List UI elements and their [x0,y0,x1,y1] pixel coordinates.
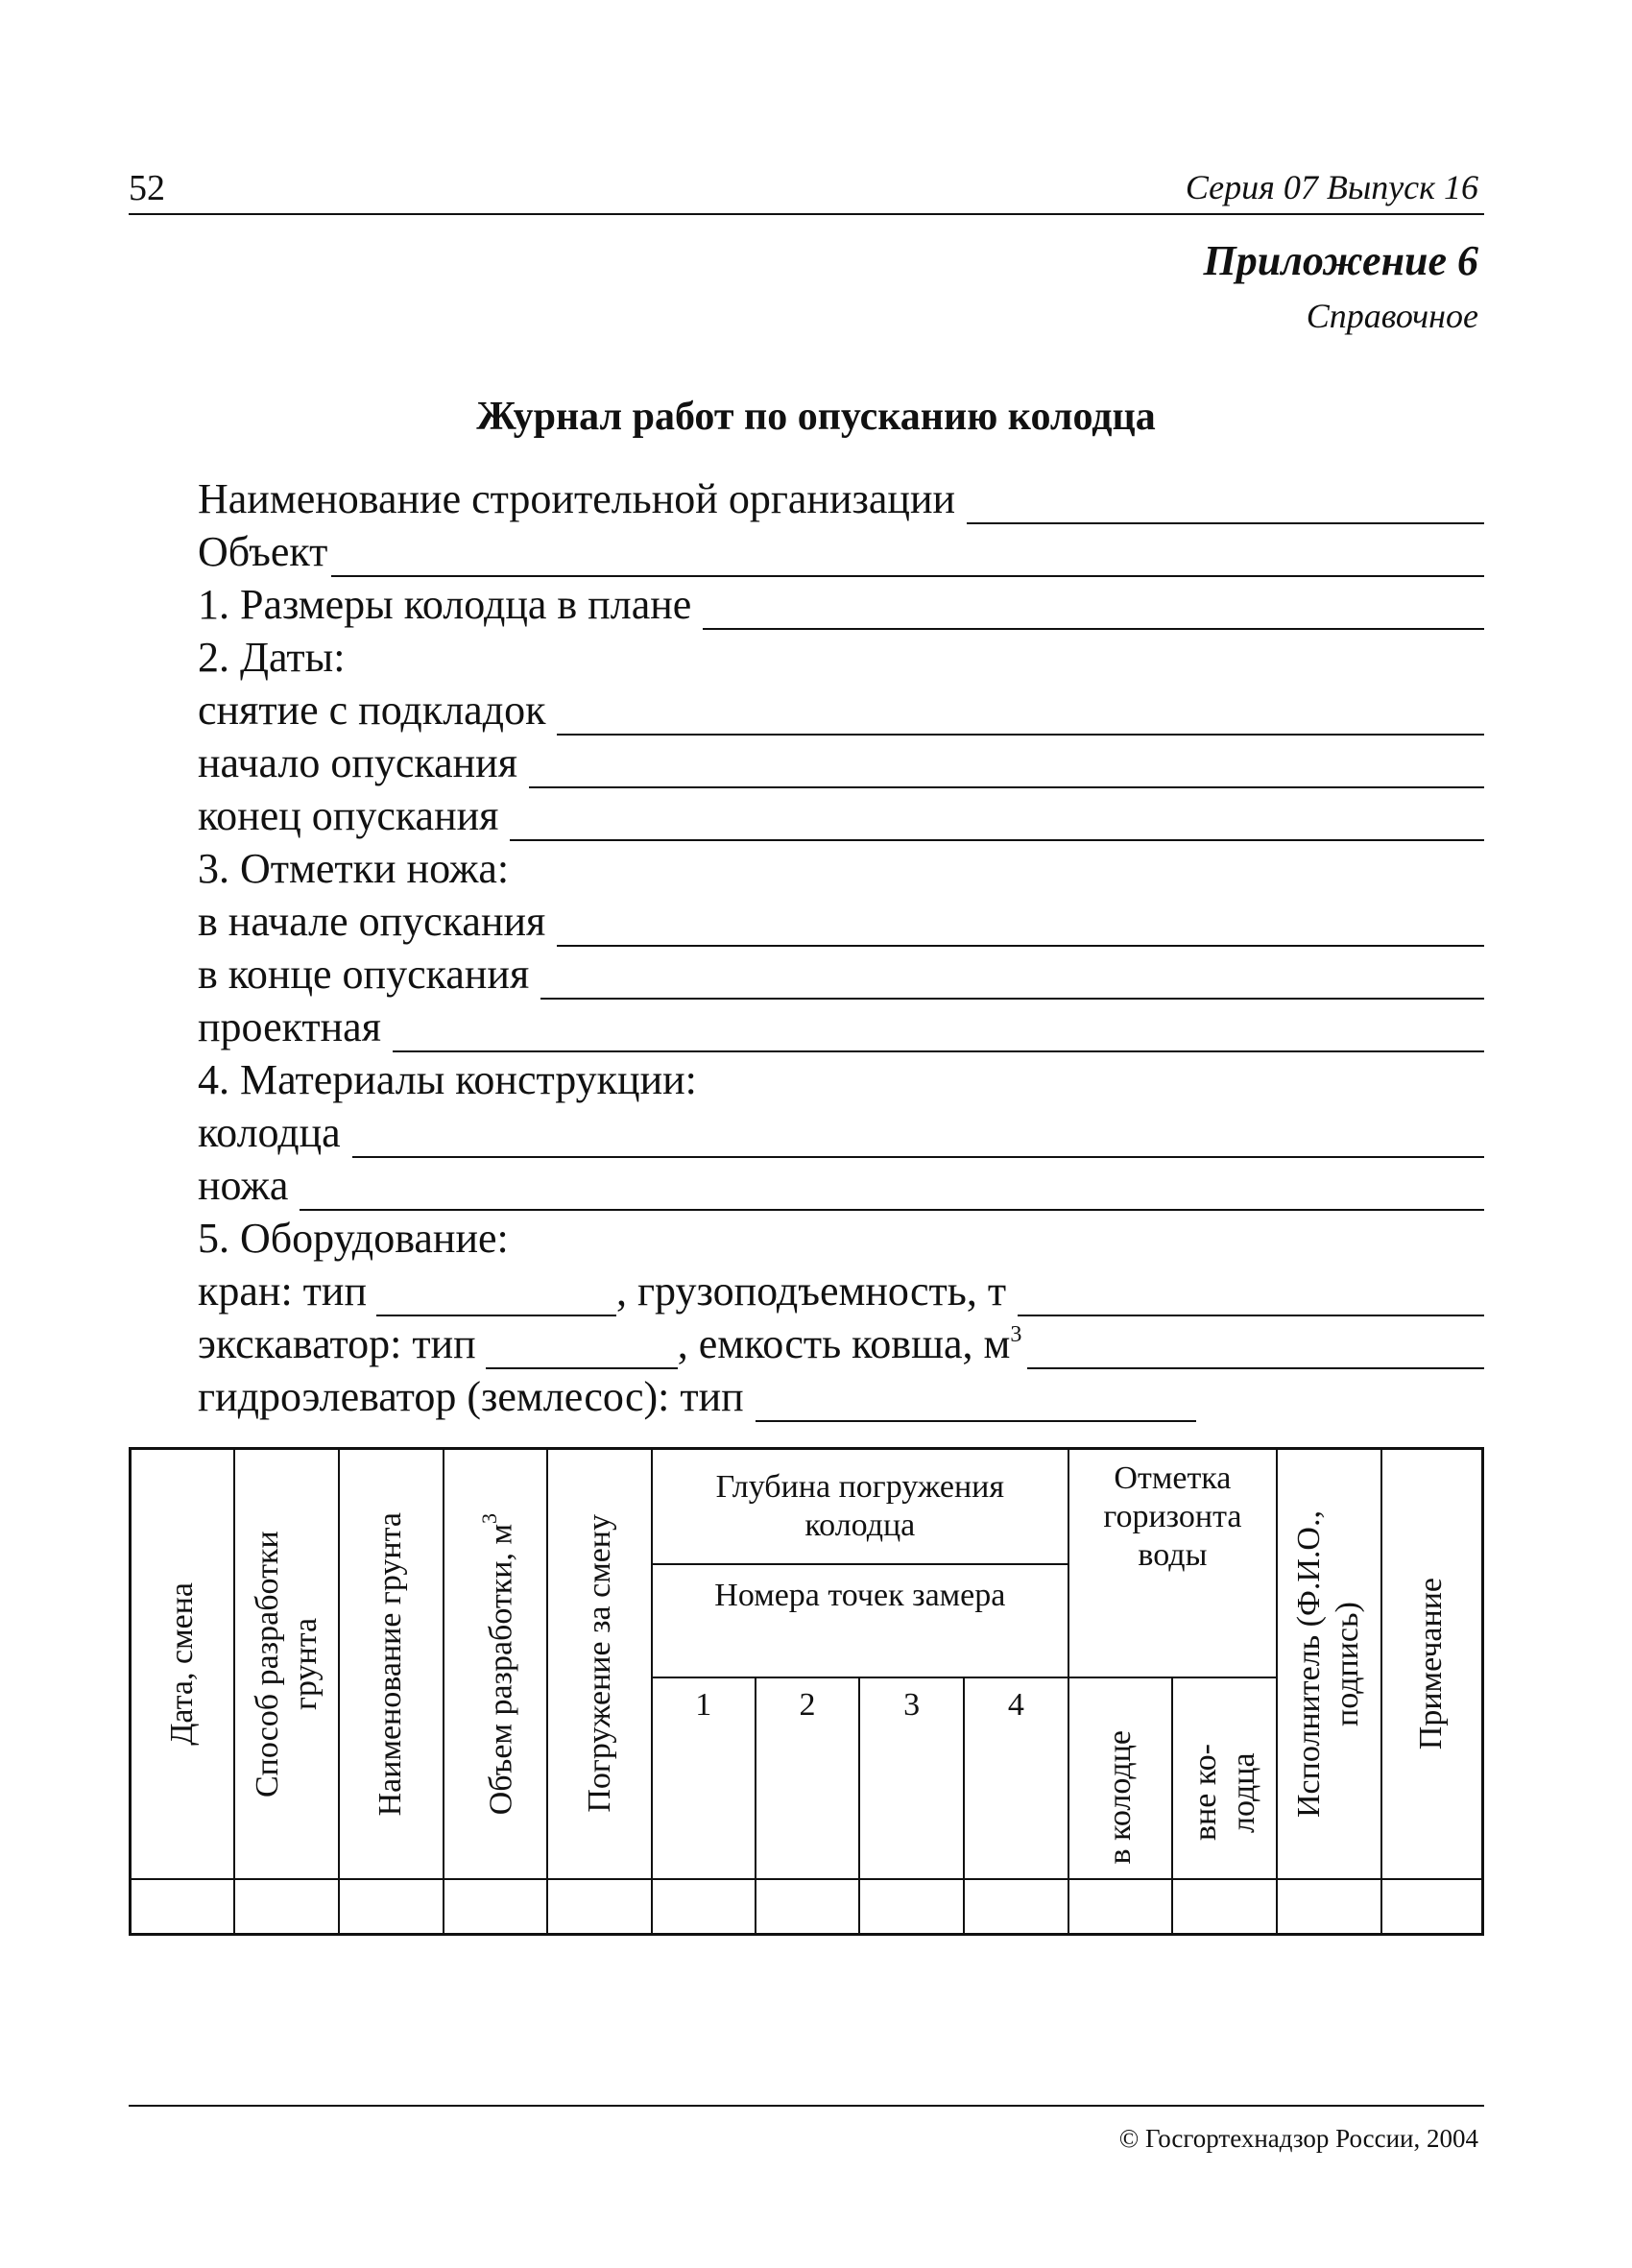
field-mark-end-line[interactable] [540,959,1484,1000]
col-header-water [1068,1449,1277,1677]
field-excavator-bucket-sup: 3 [1010,1322,1022,1347]
table-cell[interactable] [964,1879,1068,1935]
field-mark-start [198,897,1484,947]
table-cell[interactable] [547,1879,652,1935]
field-excavator-type-label: экскаватор: тип [198,1320,476,1367]
field-start-lowering-label: начало опускания [198,739,517,786]
series-header: Серия 07 Выпуск 16 [1185,168,1478,206]
table-cell[interactable] [1068,1879,1173,1935]
col-header-volume-sup: 3 [476,1512,501,1524]
col-header-depth: Глубина погружения колодца [652,1449,1068,1564]
field-start-lowering [198,738,1484,788]
field-crane-capacity-line[interactable] [1018,1276,1484,1316]
field-crane-type-line[interactable] [376,1276,616,1316]
appendix-title: Приложение 6 [1203,237,1478,284]
table-cell[interactable] [1172,1879,1277,1935]
col-header-water-text: Отметка горизонта воды [1103,1460,1242,1573]
journal-table [129,1447,1484,1936]
field-hydro [198,1372,1196,1422]
marks-heading: 3. Отметки ножа: [198,845,510,892]
field-mark-start-label: в начале опускания [198,898,546,945]
field-end-lowering-label: конец опускания [198,792,499,839]
field-material-knife [198,1161,1484,1211]
col-header-sinking [547,1449,652,1879]
field-organization-line[interactable] [967,484,1484,524]
field-mark-start-line[interactable] [557,906,1484,947]
footer-copyright: © Госгортехнадзор России, 2004 [1118,2124,1478,2153]
field-excavator-type-line[interactable] [486,1329,678,1369]
col-header-volume-text [470,1513,520,1815]
col-header-soil-text: Наименование грунта [372,1511,409,1816]
field-crane-capacity-label: , грузоподъемность, т [616,1267,1007,1315]
table-cell[interactable] [1381,1879,1483,1935]
table-cell[interactable] [756,1879,860,1935]
col-header-sinking-text: Погружение за смену [581,1514,617,1814]
field-end-lowering-line[interactable] [510,801,1484,841]
field-removal-line[interactable] [557,695,1484,736]
point-number: 2 [756,1677,860,1879]
field-crane-type-label: кран: тип [198,1267,367,1315]
field-material-knife-label: ножа [198,1162,289,1209]
col-header-method [234,1449,339,1879]
field-material-knife-line[interactable] [300,1170,1484,1211]
field-mark-design [198,1002,1484,1052]
field-material-well [198,1108,1484,1158]
col-header-outside [1172,1677,1277,1879]
point-number: 3 [859,1677,964,1879]
col-header-volume-label: Объем разработки, м [483,1523,519,1815]
field-mark-end [198,950,1484,1000]
col-header-executor-text: Исполнитель (Ф.И.О., подпись) [1291,1509,1366,1818]
field-size-line[interactable] [703,590,1484,630]
field-end-lowering [198,791,1484,841]
col-header-inside-text: в колодце [1102,1730,1139,1865]
table-cell[interactable] [652,1879,756,1935]
appendix-subtitle: Справочное [1306,297,1478,335]
field-object [198,527,1484,577]
col-header-soil [339,1449,444,1879]
table-cell[interactable] [339,1879,444,1935]
field-excavator-bucket-label: , емкость ковша, м [677,1320,1011,1367]
field-object-line[interactable] [331,537,1484,577]
table-row [131,1879,1483,1935]
point-number: 1 [652,1677,756,1879]
document-title: Журнал работ по опусканию колодца [476,395,1156,439]
field-size-label: 1. Размеры колодца в плане [198,581,692,628]
field-excavator [198,1319,1484,1369]
field-object-label: Объект [198,528,328,575]
table-cell[interactable] [1277,1879,1381,1935]
col-header-inside [1068,1677,1173,1879]
field-removal [198,686,1484,736]
field-material-well-label: колодца [198,1109,341,1156]
table-cell[interactable] [131,1879,235,1935]
table-cell[interactable] [444,1879,548,1935]
footer-rule [129,2105,1484,2107]
field-crane [198,1267,1484,1316]
field-mark-end-label: в конце опускания [198,951,530,998]
field-hydro-type-line[interactable] [756,1382,1196,1422]
field-size [198,580,1484,630]
col-header-date [131,1449,235,1879]
table-cell[interactable] [859,1879,964,1935]
equipment-heading: 5. Оборудование: [198,1215,509,1262]
col-header-outside-text: вне ко-лодца [1187,1744,1261,1841]
col-header-note-text: Примечание [1413,1578,1450,1750]
field-removal-label: снятие с подкладок [198,687,546,734]
field-start-lowering-line[interactable] [529,748,1484,788]
field-organization-label: Наименование строительной организации [198,475,956,522]
field-hydro-type-label: гидроэлеватор (землесос): тип [198,1373,744,1420]
col-header-note [1381,1449,1483,1879]
col-header-method-text: Способ разработки грунта [249,1530,324,1798]
header-rule [129,213,1484,215]
col-header-date-text: Дата, смена [164,1581,201,1746]
col-header-executor [1277,1449,1381,1879]
materials-heading: 4. Материалы конструкции: [198,1056,697,1103]
field-organization [198,474,1484,524]
field-mark-design-label: проектная [198,1003,381,1050]
field-excavator-bucket-line[interactable] [1027,1329,1484,1369]
page-number: 52 [129,168,165,208]
point-number: 4 [964,1677,1068,1879]
col-header-points: Номера точек замера [652,1564,1068,1677]
field-mark-design-line[interactable] [393,1012,1484,1052]
field-material-well-line[interactable] [352,1118,1484,1158]
col-header-volume [444,1449,548,1879]
table-cell[interactable] [234,1879,339,1935]
dates-heading: 2. Даты: [198,634,346,681]
